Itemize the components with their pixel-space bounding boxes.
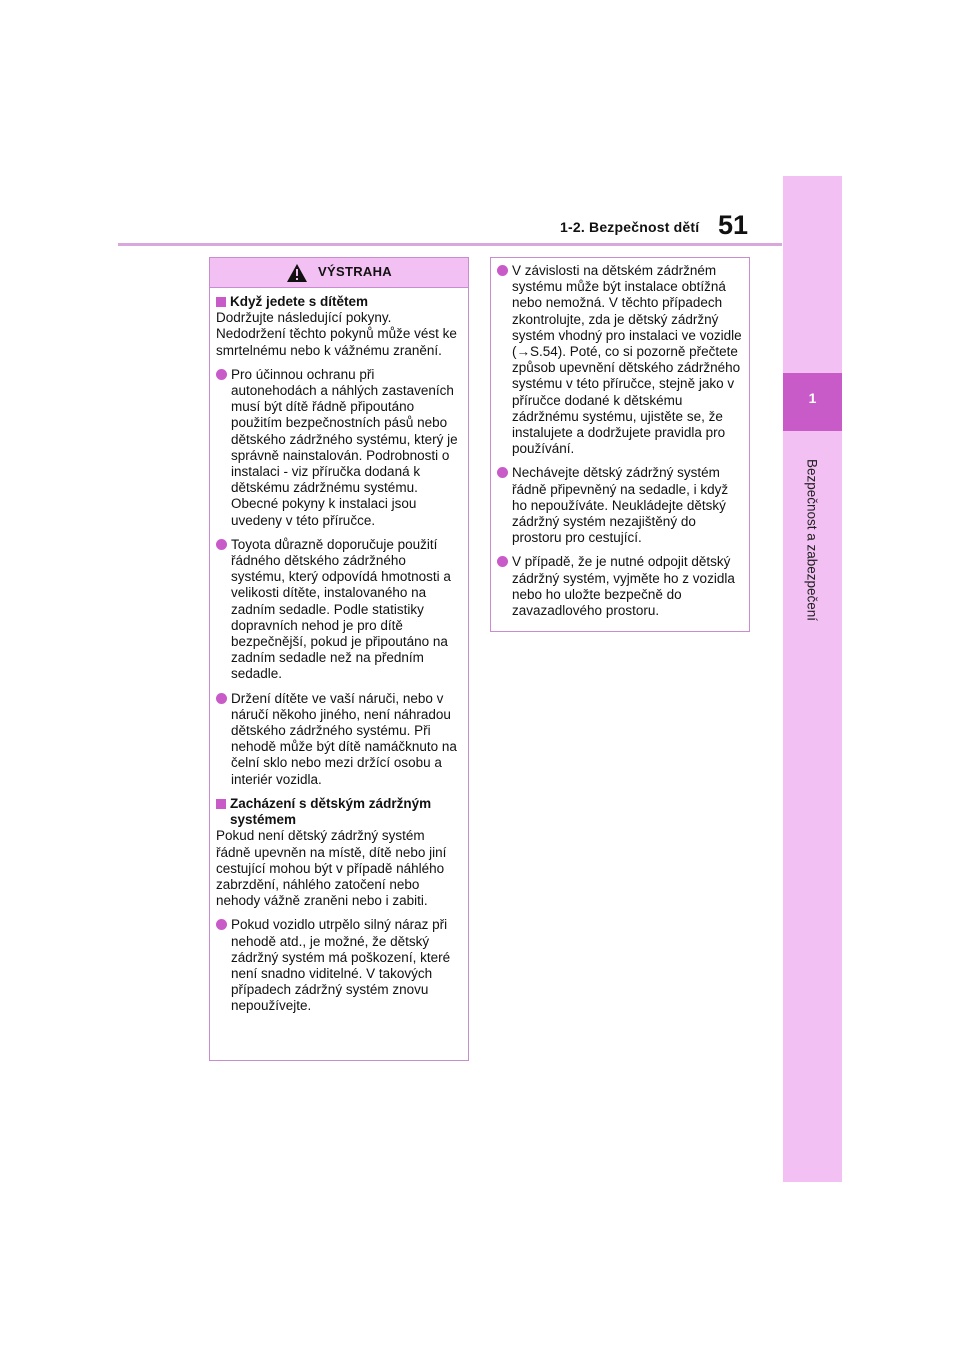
list-item: V závislosti na dětském zádržném systému může být instalace obtížná nebo nemožná. V těchto případech zkontrolujte, zda je dětský zádržný systém vhodný pro instalaci ve vozidle (→S.54). Poté, co si pozorně přečtete způsob upevnění dětského zádržného systému v této příručce, stejně jako v příručce dodané k dětskému zádržnému systému, ujistěte se, že instalujete a dodržujete pravidla pro používání. <box>497 263 743 457</box>
list-item: Nechávejte dětský zádržný systém řádně připevněný na sedadle, i když ho nepoužíváte. Neukládejte dětský zádržný systém nezajištěný do prostoru pro cestující. <box>497 465 743 546</box>
list-item: Držení dítěte ve vaší náruči, nebo v náručí někoho jiného, není náhradou dětského zádržného systému. Při nehodě může být dítě namáčknuto na čelní sklo nebo mezi držící osobu a interiér vozidla. <box>216 691 462 788</box>
section-heading <box>216 294 462 310</box>
page-number: 51 <box>718 210 749 240</box>
section-heading <box>216 796 462 828</box>
list-item: Toyota důrazně doporučuje použití řádného dětského zádržného systému, který odpovídá hmotnosti a velikosti dítěte, instalovaného na zadním sedadle. Podle statistiky dopravních nehod je pro dítě bezpečnější, pokud je připoutáno na zadním sedadle než na předním sedadle. <box>216 537 462 683</box>
header-rule <box>118 243 782 246</box>
section-title: 1-2. Bezpečnost dětí <box>560 219 700 235</box>
round-bullet-icon <box>497 265 508 276</box>
round-bullet-icon <box>216 369 227 380</box>
round-bullet-icon <box>216 693 227 704</box>
warning-header <box>210 258 468 288</box>
intro-paragraph: Pokud není dětský zádržný systém řádně upevněn na místě, dítě nebo jiní cestující mohou být v případě náhlého zabrzdění, náhlého zatočení nebo nehody vážně zraněni nebo i zabiti. <box>216 828 447 909</box>
intro-paragraph: Dodržujte následující pokyny. Nedodržení těchto pokynů může vést ke smrtelnému nebo k vážnému zranění. <box>216 310 457 358</box>
square-bullet-icon <box>216 297 226 307</box>
list-item: Pro účinnou ochranu při autonehodách a náhlých zastaveních musí být dítě řádně připoutáno použitím bezpečnostních pásů nebo dětského zádržného systému, který je správně nainstalován. Podrobnosti o instalaci - viz příručka dodaná k dětskému zádržnému systému. Obecné pokyny k instalaci jsou uvedeny v této příručce. <box>216 367 462 529</box>
warning-triangle-icon <box>286 263 308 283</box>
round-bullet-icon <box>497 556 508 567</box>
chapter-number: 1 <box>808 390 817 406</box>
heading-text: Když jedete s dítětem <box>230 294 369 309</box>
warning-title: VÝSTRAHA <box>318 264 392 280</box>
round-bullet-icon <box>497 467 508 478</box>
round-bullet-icon <box>216 919 227 930</box>
square-bullet-icon <box>216 799 226 809</box>
chapter-side-tab <box>783 176 842 1182</box>
heading-text: Zacházení s dětským zádržným systémem <box>230 795 432 828</box>
warning-box <box>209 257 469 1061</box>
chapter-title: Bezpečnost a zabezpečení <box>804 458 820 622</box>
warning-continued-box <box>490 257 750 632</box>
list-item: Pokud vozidlo utrpělo silný náraz při nehodě atd., je možné, že dětský zádržný systém má poškození, které není snadno viditelné. V takových případech zádržný systém znovu nepoužívejte. <box>216 917 462 1014</box>
list-item: V případě, že je nutné odpojit dětský zádržný systém, vyjměte ho z vozidla nebo ho uložte bezpečně do zavazadlového prostoru. <box>497 554 743 619</box>
round-bullet-icon <box>216 539 227 550</box>
